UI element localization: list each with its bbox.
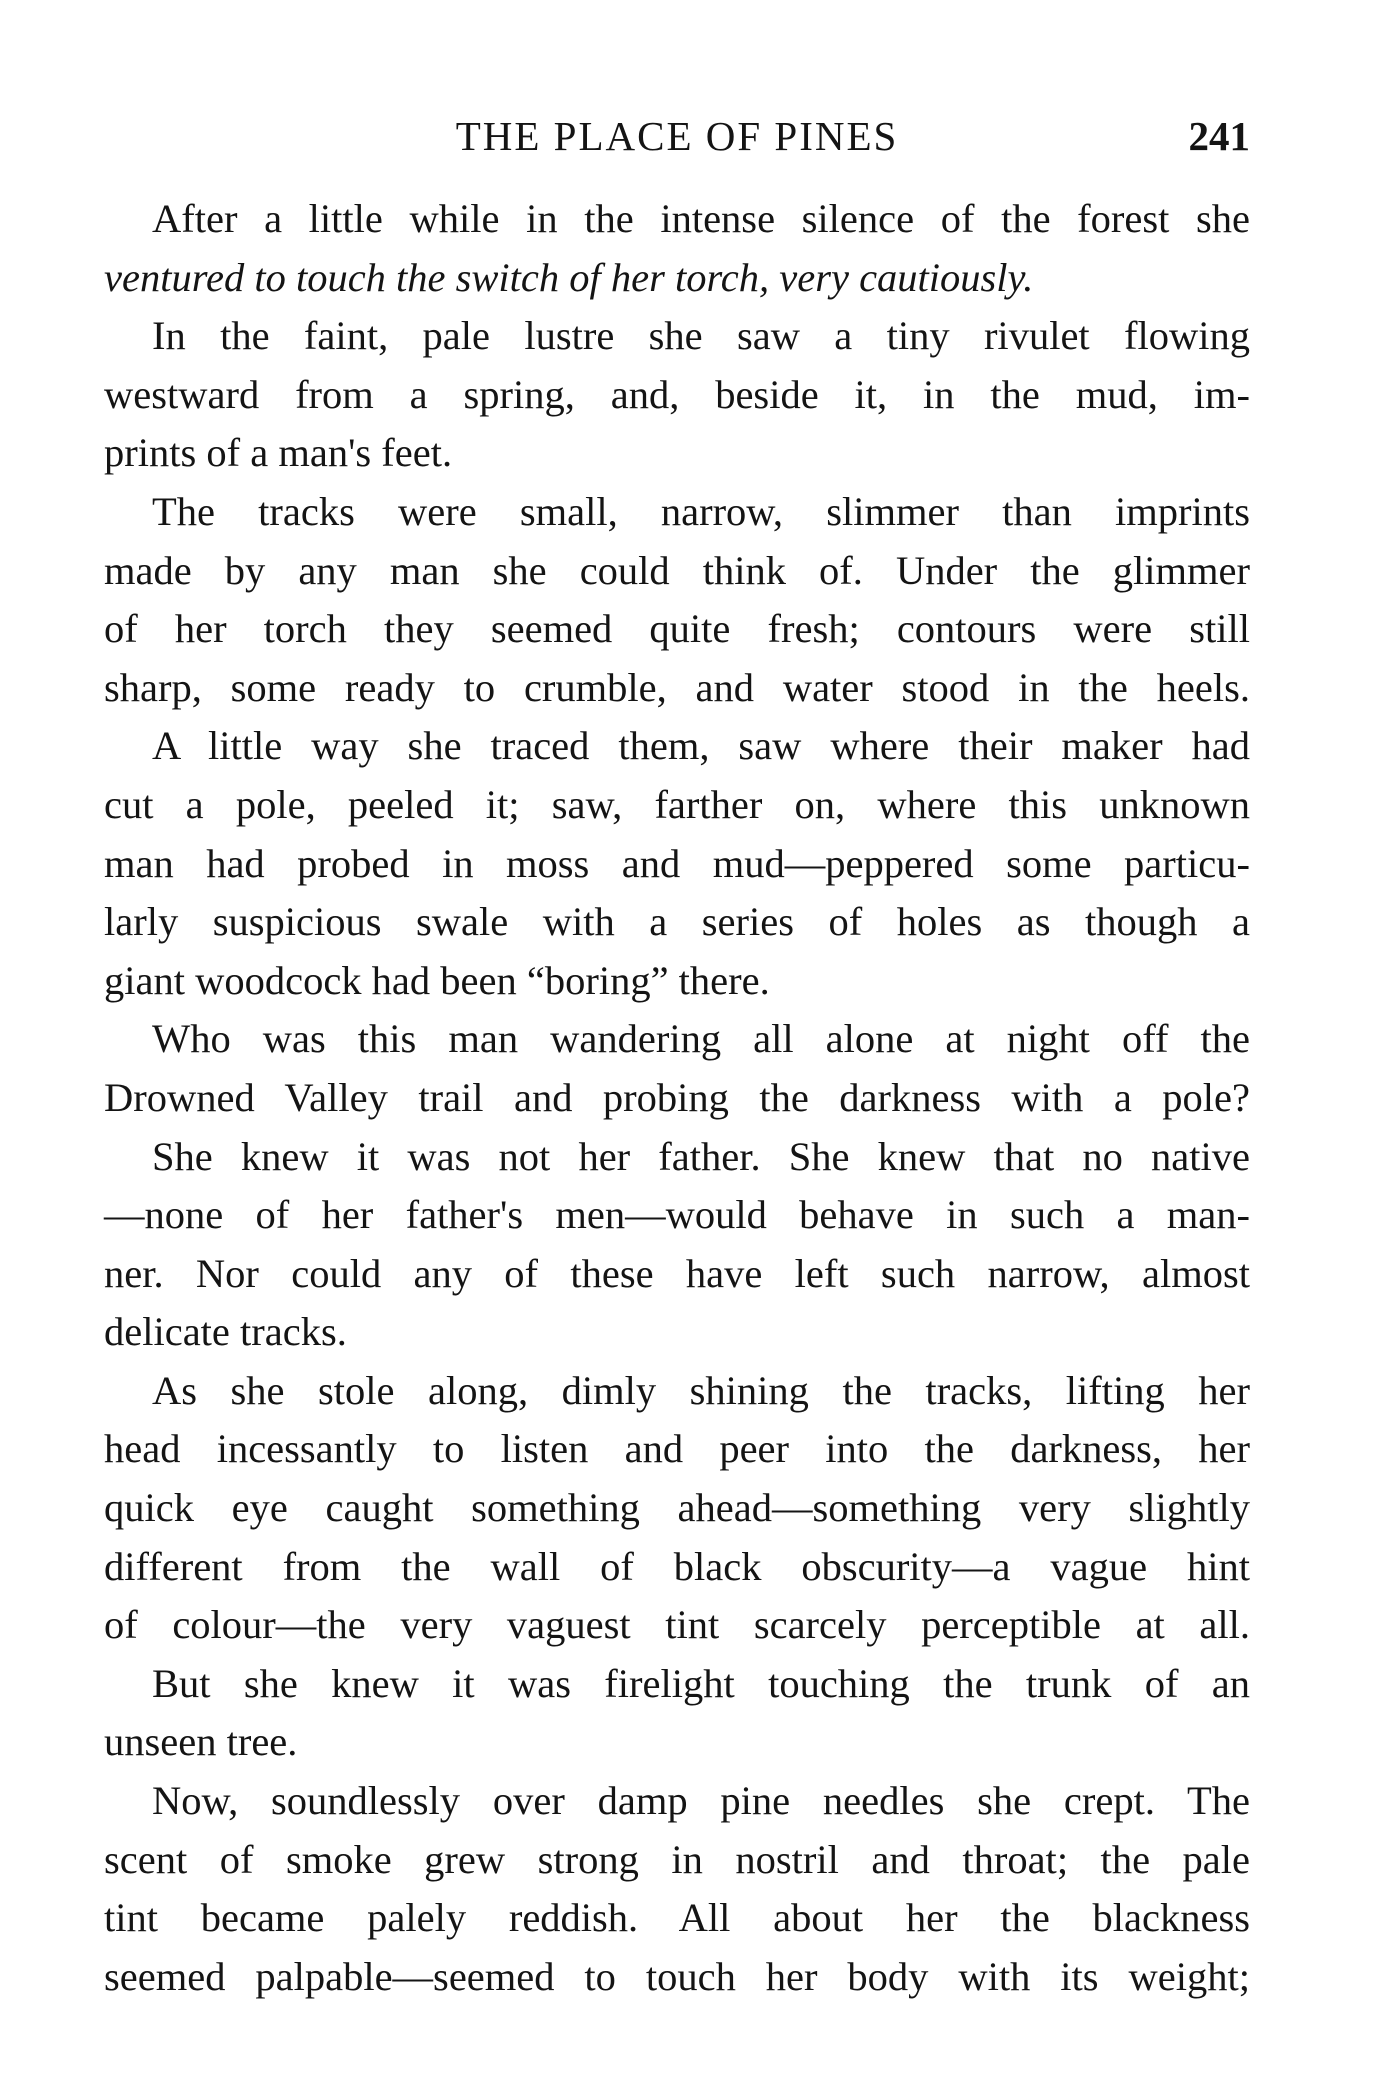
- paragraph: [104, 1655, 1250, 1772]
- text-line: In the faint, pale lustre she saw a tiny rivulet flowing: [152, 313, 1250, 359]
- text-line: —none of her father's men—would behave in such a man-: [104, 1192, 1250, 1238]
- text-line: After a little while in the intense silence of the forest she: [152, 196, 1250, 241]
- running-title: THE PLACE OF PINES: [455, 113, 899, 159]
- running-head: [104, 112, 1250, 160]
- text-line: A little way she traced them, saw where their maker had: [152, 723, 1250, 769]
- text-line: of colour—the very vaguest tint scarcely perceptible at all.: [104, 1602, 1250, 1648]
- paragraph: [104, 190, 1250, 307]
- text-line: man had probed in moss and mud—peppered some particu-: [104, 840, 1250, 886]
- text-line: prints of a man's feet.: [104, 430, 453, 476]
- paragraph: [104, 307, 1250, 483]
- paragraph: [104, 483, 1250, 717]
- text-line: ner. Nor could any of these have left such narrow, almost: [104, 1250, 1250, 1296]
- text-line: unseen tree.: [104, 1719, 298, 1765]
- paragraph: [104, 717, 1250, 1010]
- page-number: 241: [1188, 113, 1250, 159]
- text-line: scent of smoke grew strong in nostril and throat; the pale: [104, 1836, 1250, 1882]
- text-line: quick eye caught something ahead—something very slightly: [104, 1485, 1250, 1531]
- text-line: larly suspicious swale with a series of holes as though a: [104, 899, 1250, 945]
- text-line: of her torch they seemed quite fresh; contours were still: [104, 606, 1250, 652]
- text-line: giant woodcock had been “boring” there.: [104, 957, 770, 1003]
- text-line: Now, soundlessly over damp pine needles she crept. The: [152, 1778, 1250, 1824]
- paragraph: [104, 1362, 1250, 1655]
- text-line: westward from a spring, and, beside it, in the mud, im-: [104, 371, 1250, 417]
- text-line: seemed palpable—seemed to touch her body with its weight;: [104, 1953, 1250, 1999]
- text-line: cut a pole, peeled it; saw, farther on, where this unknown: [104, 781, 1250, 827]
- paragraph: [104, 1010, 1250, 1127]
- text-line: The tracks were small, narrow, slimmer than imprints: [152, 488, 1250, 534]
- text-line: Who was this man wandering all alone at night off the: [152, 1016, 1250, 1062]
- text-line: She knew it was not her father. She knew that no native: [152, 1133, 1250, 1179]
- body-text: [104, 190, 1250, 2006]
- text-line: Drowned Valley trail and probing the darkness with a pole?: [104, 1074, 1250, 1120]
- text-line: tint became palely reddish. All about her the blackness: [104, 1895, 1250, 1941]
- text-line: ventured to touch the switch of her torch, very cautiously.: [104, 254, 1034, 300]
- text-line: As she stole along, dimly shining the tracks, lifting her: [152, 1367, 1250, 1413]
- text-line: But she knew it was firelight touching the trunk of an: [152, 1660, 1250, 1706]
- paragraph: [104, 1128, 1250, 1362]
- text-line: delicate tracks.: [104, 1309, 347, 1355]
- paragraph: [104, 1772, 1250, 2006]
- text-line: head incessantly to listen and peer into the darkness, her: [104, 1426, 1250, 1472]
- text-line: sharp, some ready to crumble, and water stood in the heels.: [104, 664, 1250, 710]
- text-line: different from the wall of black obscurity—a vague hint: [104, 1543, 1250, 1589]
- text-line: made by any man she could think of. Under the glimmer: [104, 547, 1250, 593]
